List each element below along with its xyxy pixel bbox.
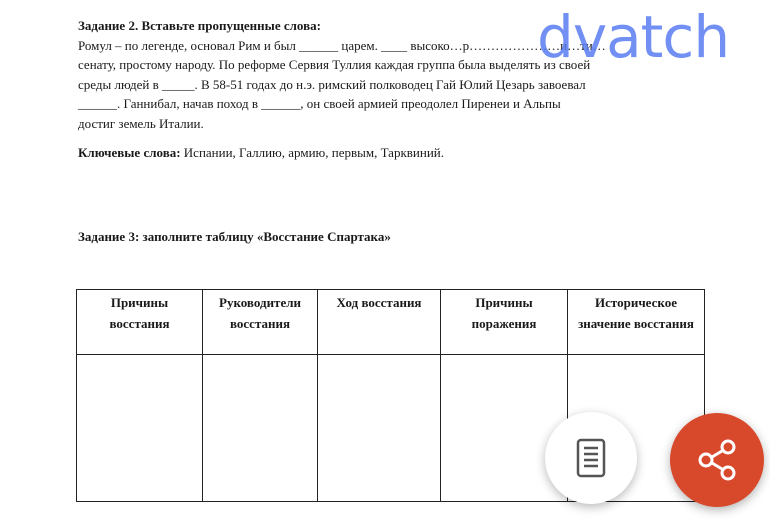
share-button[interactable] — [670, 413, 764, 507]
task3-title: Задание 3: заполните таблицу «Восстание Спартака» — [78, 229, 391, 244]
share-icon — [695, 438, 739, 482]
keywords-label: Ключевые слова: — [78, 145, 181, 160]
table-header-cell: Руководители восстания — [203, 290, 318, 355]
task2-line-1: Ромул – по легенде, основал Рим и был ______ царем. ____ высоко…р…………………и…ти… — [78, 37, 606, 53]
table-header-cell: Историческое значение восстания — [568, 290, 705, 355]
document-icon — [576, 438, 606, 478]
table-header-row — [77, 290, 705, 355]
table-cell — [77, 355, 203, 502]
table-header-cell: Причины восстания — [77, 290, 203, 355]
keywords-text: Испании, Галлию, армию, первым, Тарквиний. — [180, 145, 444, 160]
keywords-line — [78, 145, 444, 161]
table-header-cell: Причины поражения — [441, 290, 568, 355]
watermark: dvatch — [537, 3, 730, 71]
table-cell — [441, 355, 568, 502]
table-cell — [203, 355, 318, 502]
task2-line-3: среды людей в _____. В 58-51 годах до н.э. римский полководец Гай Юлий Цезарь завоевал — [78, 76, 586, 92]
task2-title: Задание 2. Вставьте пропущенные слова: — [78, 18, 321, 33]
task2-line-5: достиг земель Италии. — [78, 115, 204, 131]
table-header-cell: Ход восстания — [318, 290, 441, 355]
document-button[interactable] — [545, 412, 637, 504]
task2-line-2: сенату, простому народу. По реформе Сервия Туллия каждая группа была выделять из своей — [78, 57, 591, 72]
table-cell — [318, 355, 441, 502]
task2-line-4: ______. Ганнибал, начав поход в ______, он своей армией преодолел Пиренеи и Альпы — [78, 96, 561, 111]
